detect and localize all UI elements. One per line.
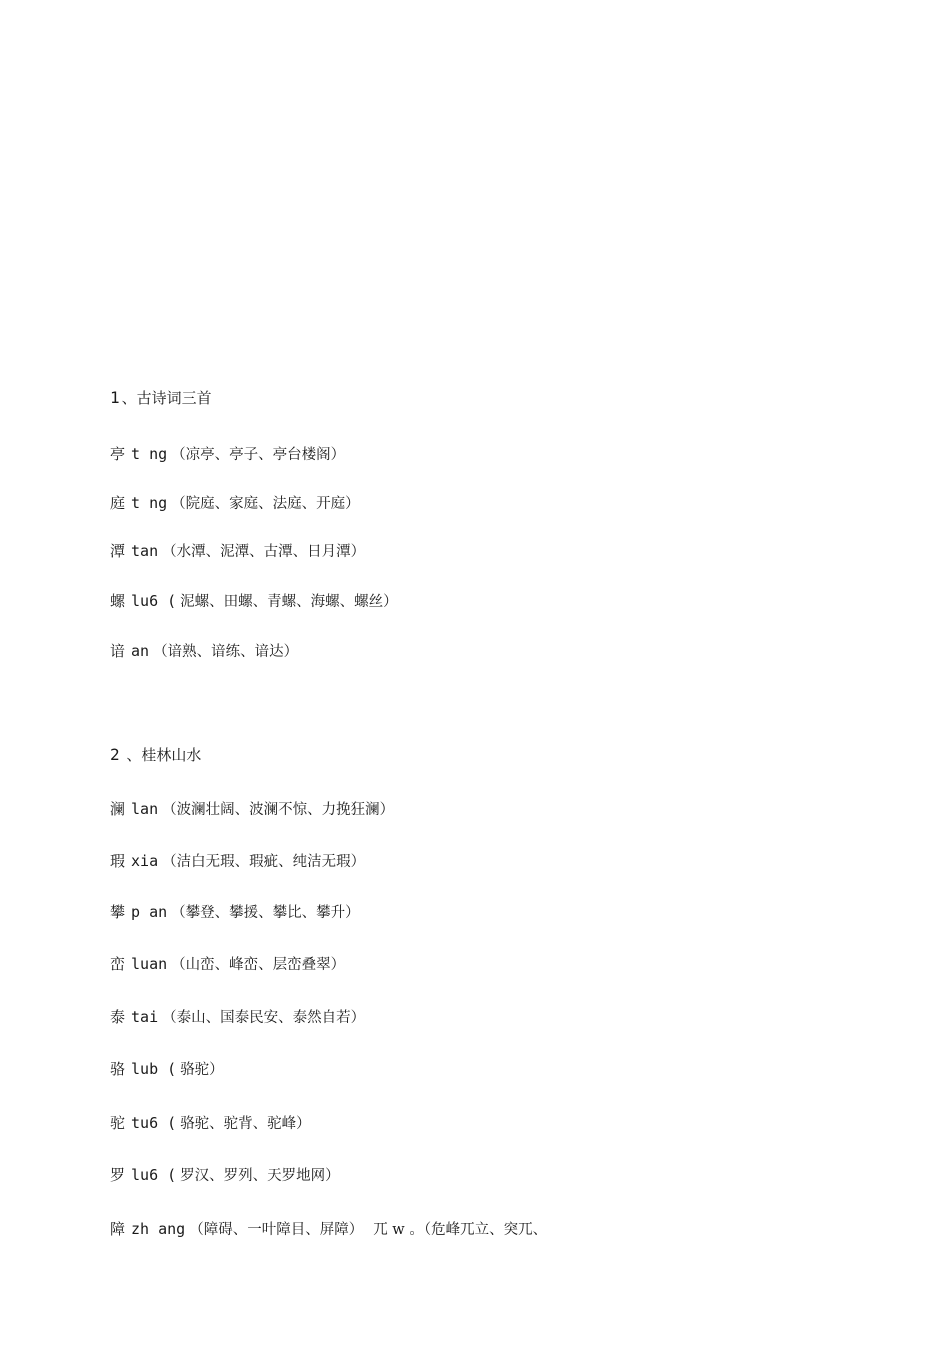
entry-character: 攀 bbox=[110, 903, 126, 921]
entry-character: 澜 bbox=[110, 800, 126, 818]
entry-words: （攀登、攀援、攀比、攀升） bbox=[171, 905, 360, 921]
section-number: 1 bbox=[110, 388, 120, 407]
vocab-entry bbox=[110, 493, 360, 514]
entry-character: 泰 bbox=[110, 1008, 126, 1026]
entry-character: 谙 bbox=[110, 642, 126, 660]
entry-words: （泰山、国泰民安、泰然自若） bbox=[162, 1010, 366, 1026]
entry-character: 庭 bbox=[110, 494, 126, 512]
entry-pinyin: zh ang bbox=[131, 1220, 186, 1238]
entry-words: （障碍、一叶障目、屏障） bbox=[189, 1222, 364, 1238]
entry-pinyin: lu6 ( bbox=[131, 1166, 177, 1184]
entry-words: 罗汉、罗列、天罗地网） bbox=[180, 1168, 340, 1184]
entry-words: 骆驼、驼背、驼峰） bbox=[180, 1116, 311, 1132]
entry-pinyin: xia bbox=[131, 852, 159, 870]
entry-pinyin: tu6 ( bbox=[131, 1114, 177, 1132]
entry-character: 罗 bbox=[110, 1166, 126, 1184]
entry-pinyin: luan bbox=[131, 955, 168, 973]
entry-words: （凉亭、亭子、亭台楼阁） bbox=[171, 447, 346, 463]
entry-character: 潭 bbox=[110, 542, 126, 560]
entry-words: （谙熟、谙练、谙达） bbox=[153, 644, 299, 660]
section-2-heading bbox=[110, 745, 201, 765]
entry-pinyin: lu6 ( bbox=[131, 592, 177, 610]
entry-continuation: 兀 w 。（危峰兀立、突兀、 bbox=[373, 1222, 548, 1238]
entry-words: （院庭、家庭、法庭、开庭） bbox=[171, 496, 360, 512]
entry-character: 亭 bbox=[110, 445, 126, 463]
entry-words: （山峦、峰峦、层峦叠翠） bbox=[171, 957, 346, 973]
entry-words: 泥螺、田螺、青螺、海螺、螺丝） bbox=[180, 594, 398, 610]
section-title: 、古诗词三首 bbox=[121, 389, 212, 407]
entry-character: 瑕 bbox=[110, 852, 126, 870]
entry-pinyin: an bbox=[131, 642, 150, 660]
section-1-heading bbox=[110, 388, 212, 408]
entry-character: 障 bbox=[110, 1220, 126, 1238]
entry-character: 峦 bbox=[110, 955, 126, 973]
vocab-entry bbox=[110, 591, 398, 612]
vocab-entry bbox=[110, 1059, 224, 1080]
section-number: 2 bbox=[110, 745, 120, 764]
vocab-entry bbox=[110, 954, 345, 975]
entry-pinyin: tan bbox=[131, 542, 159, 560]
vocab-entry bbox=[110, 1219, 547, 1240]
entry-words: （水潭、泥潭、古潭、日月潭） bbox=[162, 544, 366, 560]
vocab-entry bbox=[110, 1165, 340, 1186]
vocab-entry bbox=[110, 444, 345, 465]
entry-pinyin: p an bbox=[131, 903, 168, 921]
entry-pinyin: lan bbox=[131, 800, 159, 818]
entry-words: 骆驼） bbox=[180, 1062, 224, 1078]
vocab-entry bbox=[110, 902, 360, 923]
vocab-entry bbox=[110, 1113, 311, 1134]
vocab-entry bbox=[110, 851, 365, 872]
entry-character: 驼 bbox=[110, 1114, 126, 1132]
vocab-entry bbox=[110, 1007, 365, 1028]
entry-character: 螺 bbox=[110, 592, 126, 610]
vocab-entry bbox=[110, 541, 365, 562]
entry-pinyin: tai bbox=[131, 1008, 159, 1026]
entry-pinyin: t ng bbox=[131, 494, 168, 512]
entry-words: （洁白无瑕、瑕疵、纯洁无瑕） bbox=[162, 854, 366, 870]
entry-pinyin: lub ( bbox=[131, 1060, 177, 1078]
vocab-entry bbox=[110, 641, 298, 662]
entry-character: 骆 bbox=[110, 1060, 126, 1078]
section-title: 、桂林山水 bbox=[121, 746, 202, 764]
vocab-entry bbox=[110, 799, 394, 820]
entry-words: （波澜壮阔、波澜不惊、力挽狂澜） bbox=[162, 802, 395, 818]
entry-pinyin: t ng bbox=[131, 445, 168, 463]
